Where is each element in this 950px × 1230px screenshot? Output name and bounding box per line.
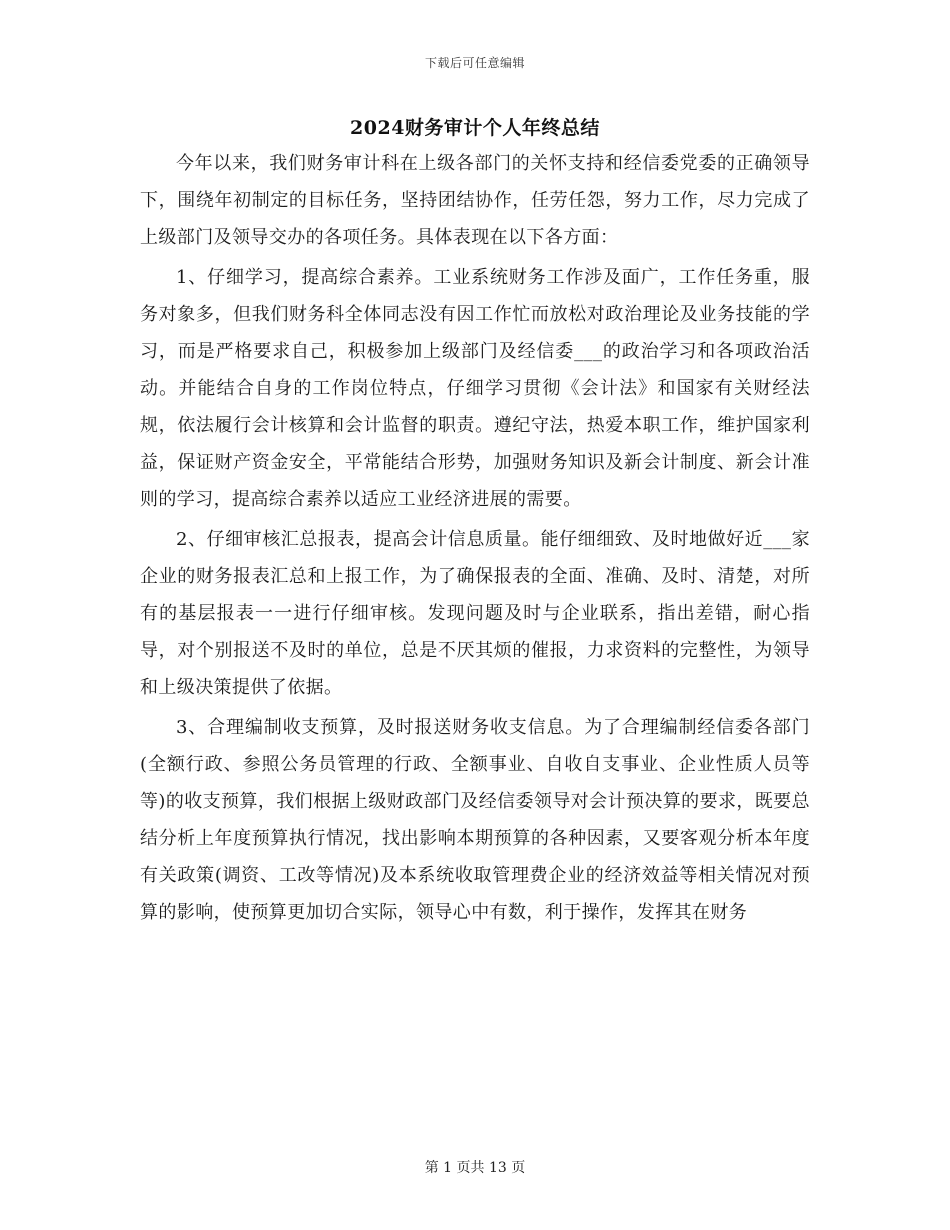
document-body [140, 145, 810, 931]
paragraph-budget: 3、合理编制收支预算，及时报送财务收支信息。为了合理编制经信委各部门(全额行政、参照公务员管理的行政、全额事业、自收自支事业、企业性质人员等等)的收支预算，我们根据上级财政部门及经信委领导对会计预决算的要求，既要总结分析上年度预算执行情况，找出影响本期预算的各种因素，又要客观分析本年度有关政策(调资、工改等情况)及本系统收取管理费企业的经济效益等相关情况对预算的影响，使预算更加切合实际，领导心中有数，利于操作，发挥其在财务 [140, 717, 810, 923]
paragraph-study: 1、仔细学习，提高综合素养。工业系统财务工作涉及面广，工作任务重，服务对象多，但我们财务科全体同志没有因工作忙而放松对政治理论及业务技能的学习，而是严格要求自己，积极参加上级部门及经信委___的政治学习和各项政治活动。并能结合自身的工作岗位特点，仔细学习贯彻《会计法》和国家有关财经法规，依法履行会计核算和会计监督的职责。遵纪守法，热爱本职工作，维护国家利益，保证财产资金安全，平常能结合形势，加强财务知识及新会计制度、新会计准则的学习，提高综合素养以适应工业经济进展的需要。 [140, 267, 810, 510]
document-title: 2024财务审计个人年终总结 [350, 117, 600, 139]
page-footer: 第 1 页共 13 页 [424, 1160, 526, 1176]
header-note: 下载后可任意编辑 [424, 56, 525, 70]
paragraph-report-review: 2、仔细审核汇总报表，提高会计信息质量。能仔细细致、及时地做好近___家企业的财务报表汇总和上报工作，为了确保报表的全面、准确、及时、清楚，对所有的基层报表一一进行仔细审核。发现问题及时与企业联系，指出差错，耐心指导，对个别报送不及时的单位，总是不厌其烦的催报，力求资料的完整性，为领导和上级决策提供了依据。 [140, 529, 810, 698]
paragraph-intro: 今年以来，我们财务审计科在上级各部门的关怀支持和经信委党委的正确领导下，围绕年初制定的目标任务，坚持团结协作，任劳任怨，努力工作，尽力完成了上级部门及领导交办的各项任务。具体表现在以下各方面： [140, 153, 810, 248]
